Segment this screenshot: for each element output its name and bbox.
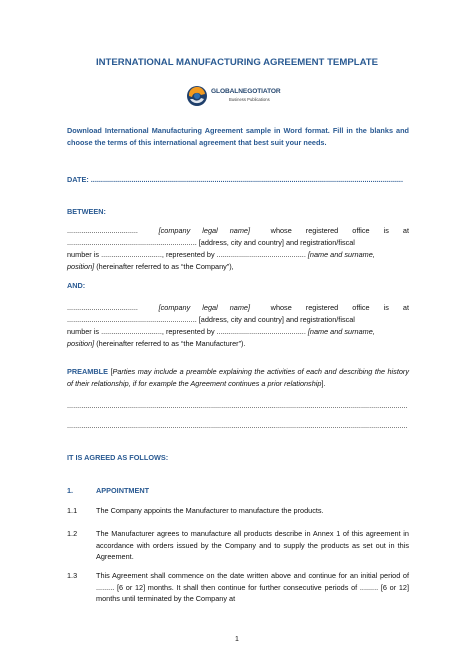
party2-name-placeholder: [company legal name] <box>158 303 251 312</box>
party2-office: whose registered office is at <box>270 303 409 312</box>
party1-line4 <box>67 261 409 273</box>
party1-position: position] <box>67 262 95 271</box>
section-title: APPOINTMENT <box>96 486 150 495</box>
party1-referred: (hereinafter referred to as “the Company”), <box>94 262 234 271</box>
party2-line3 <box>67 326 409 338</box>
clause-text: This Agreement shall commence on the date written above and continue for an initial period of ......... [6 or 12] months. It shall then continue for further consecutive periods of ......... [6 or 12] months until terminated by the Company at <box>96 571 409 603</box>
logo-name: GLOBALNEGOTIATOR <box>211 88 281 95</box>
party2-name-surname: [name and surname, <box>307 327 375 336</box>
party2-blank: ................................... <box>67 303 138 312</box>
party1-line1 <box>67 225 409 237</box>
party2-line4 <box>67 338 409 350</box>
party1-office: whose registered office is at <box>270 226 409 235</box>
globalnegotiator-logo <box>186 84 296 108</box>
globe-logo-icon <box>186 85 208 107</box>
logo-subtitle: Business Publications <box>229 97 270 102</box>
party1-line3 <box>67 249 409 261</box>
party2-position: position] <box>67 339 95 348</box>
document-title: INTERNATIONAL MANUFACTURING AGREEMENT TEMPLATE <box>95 57 379 68</box>
party1-line2: ................................................................ [address, city and country] and registration/fiscal <box>67 238 355 247</box>
and-heading: AND: <box>67 281 86 290</box>
party2-referred: (hereinafter referred to as “the Manufacturer”). <box>94 339 246 348</box>
party1-number-rep: number is .............................., represented by ............................................ <box>67 250 308 259</box>
intro-paragraph: Download International Manufacturing Agreement sample in Word format. Fill in the blanks and choose the terms of this international agreement that best suit your needs. <box>67 126 409 147</box>
date-line: DATE: .......................................................................................................................................................... <box>67 175 403 184</box>
clause-text: The Manufacturer agrees to manufacture all products describe in Annex 1 of this agreement in accordance with orders issued by the Company and to supply the products as set out in this Agreement. <box>96 529 409 561</box>
party1-name-surname: [name and surname, <box>307 250 375 259</box>
party1-blank: ................................... <box>67 226 138 235</box>
preamble-dotted-line-2: ........................................................................................................................................................................ <box>67 421 408 430</box>
clause-number: 1.3 <box>67 571 78 580</box>
between-heading: BETWEEN: <box>67 207 106 216</box>
section-number: 1. <box>67 486 74 495</box>
preamble-bracket-open: [ <box>107 367 113 376</box>
agreed-heading: IT IS AGREED AS FOLLOWS: <box>67 453 169 462</box>
preamble-bracket-close: ]. <box>321 378 326 388</box>
preamble-label: PREAMBLE <box>67 367 108 376</box>
party2-number-rep: number is .............................., represented by ............................................ <box>67 327 308 336</box>
clause-number: 1.2 <box>67 529 78 538</box>
party2-line2: ................................................................ [address, city and country] and registration/fiscal <box>67 315 355 324</box>
preamble-instructions: Parties may include a preamble explaining the activities of each and describing the history of their relationship, if for example the Agreement continues a prior relationship <box>67 367 409 388</box>
preamble-dotted-line-1: ........................................................................................................................................................................ <box>67 401 408 410</box>
party1-name-placeholder: [company legal name] <box>158 226 251 235</box>
section-1-heading <box>67 486 150 495</box>
party2-line1 <box>67 302 409 314</box>
clause-number: 1.1 <box>67 506 78 515</box>
page-number: 1 <box>235 636 239 643</box>
clause-text: The Company appoints the Manufacturer to manufacture the products. <box>96 506 324 515</box>
preamble-paragraph <box>67 366 409 389</box>
